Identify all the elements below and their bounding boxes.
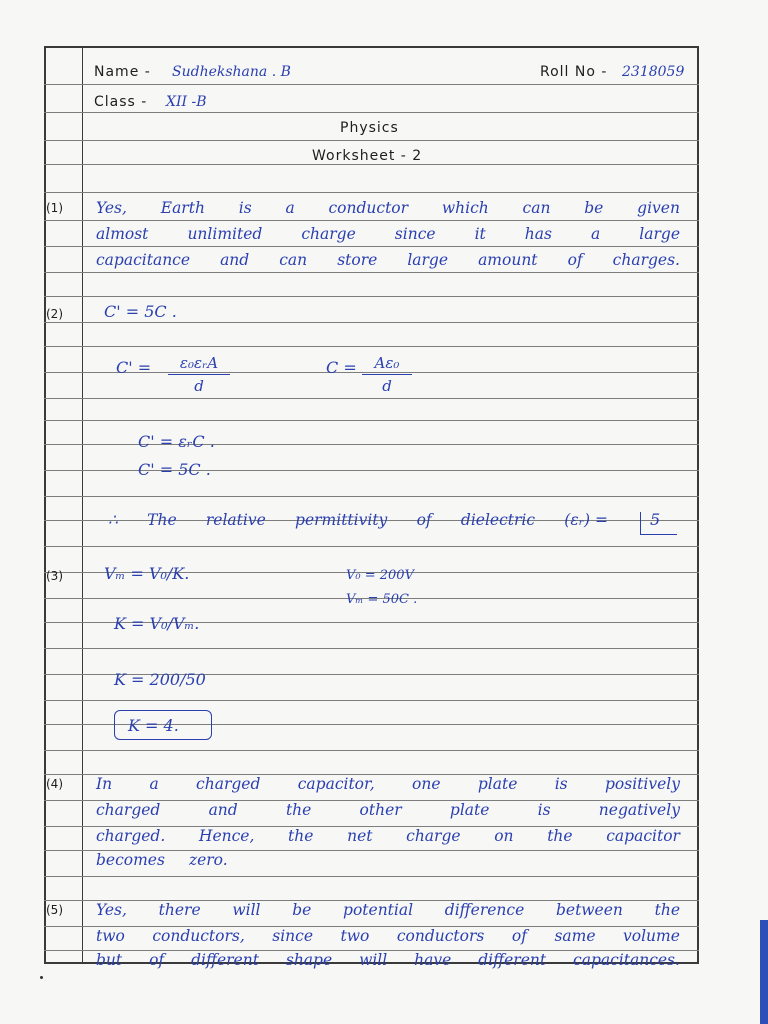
word: shape [285, 951, 333, 969]
q2-step1: C' = εᵣC . [138, 432, 215, 451]
word: since [272, 927, 314, 945]
word: is [238, 199, 252, 217]
roll-value: 2318059 [622, 64, 685, 80]
word: capacitor [606, 827, 680, 845]
ruled-line [44, 322, 699, 323]
ruled-line [44, 192, 699, 193]
word: but [96, 951, 123, 969]
word: becomes [96, 851, 165, 869]
word: different [478, 951, 547, 969]
question-number: (1) [46, 201, 63, 215]
word: Earth [160, 199, 205, 217]
text-line [96, 950, 680, 970]
word: and [220, 251, 250, 269]
ruled-line [44, 648, 699, 649]
text-line [96, 774, 680, 794]
word: difference [444, 901, 525, 919]
word: the [285, 801, 312, 819]
word: The [147, 511, 177, 529]
word: between [555, 901, 623, 919]
question-number: (2) [46, 307, 63, 321]
word: conductors, [152, 927, 245, 945]
word: same [554, 927, 596, 945]
q3-given-v0: V₀ = 200V [346, 568, 414, 583]
word: is [537, 801, 551, 819]
word: ∴ [108, 511, 118, 529]
worksheet-title: Worksheet - 2 [312, 148, 423, 164]
q3-formula: Vₘ = V₀/K. [104, 564, 190, 583]
question-number: (5) [46, 903, 63, 917]
word: charges. [612, 251, 680, 269]
word: be [292, 901, 312, 919]
word: zero. [188, 851, 228, 869]
q2-eq1-lhs: C' = [116, 358, 152, 377]
q2-eq2-lhs: C = [326, 358, 357, 377]
word: Hence, [198, 827, 255, 845]
word: negatively [598, 801, 680, 819]
ruled-line [44, 272, 699, 273]
ruled-line [44, 220, 699, 221]
class-value: XII -B [166, 94, 207, 110]
word: large [407, 251, 449, 269]
word: other [359, 801, 402, 819]
word: conductor [328, 199, 409, 217]
ruled-line [44, 296, 699, 297]
ruled-line [44, 496, 699, 497]
q2-step2: C' = 5C . [138, 460, 211, 479]
word: is [554, 775, 568, 793]
word: volume [623, 927, 680, 945]
question-number: (4) [46, 777, 63, 791]
class-label: Class - [94, 94, 148, 110]
word: of [567, 251, 583, 269]
ruled-line [44, 700, 699, 701]
word: unlimited [187, 225, 263, 243]
word: capacitances. [573, 951, 680, 969]
word: charge [406, 827, 461, 845]
word: of [511, 927, 527, 945]
word: given [637, 199, 680, 217]
question-number: (3) [46, 569, 63, 583]
name-label: Name - [94, 64, 151, 80]
ruled-line [44, 398, 699, 399]
q2-eq2-fraction [362, 354, 412, 395]
text-line [96, 900, 680, 920]
subject-heading: Physics [340, 120, 399, 136]
word: plate [477, 775, 518, 793]
word: a [285, 199, 295, 217]
name-value: Sudhekshana . B [172, 64, 291, 80]
word: different [191, 951, 259, 969]
word: amount [478, 251, 538, 269]
q3-answer: K = 4. [128, 716, 179, 735]
ruled-line [44, 346, 699, 347]
word: a [149, 775, 159, 793]
q2-eq1-numerator: ε₀εᵣA [179, 354, 219, 372]
word: which [441, 199, 489, 217]
word: capacitor, [297, 775, 375, 793]
ruled-line [44, 84, 699, 85]
word: conductors [396, 927, 485, 945]
word: Yes, [96, 901, 127, 919]
word: two [340, 927, 370, 945]
text-line [96, 826, 680, 846]
text-line [96, 250, 680, 270]
word: will [232, 901, 261, 919]
word: large [639, 225, 680, 243]
word: plate [449, 801, 490, 819]
ruled-line [44, 750, 699, 751]
word: capacitance [96, 251, 191, 269]
word: potential [343, 901, 414, 919]
word: of [416, 511, 432, 529]
ruled-line [44, 420, 699, 421]
q2-eq2-denominator: d [382, 377, 392, 395]
ruled-line [44, 112, 699, 113]
word: since [394, 225, 436, 243]
word: it [474, 225, 486, 243]
text-line [96, 850, 680, 870]
word: the [288, 827, 314, 845]
text-line [96, 926, 680, 946]
word: there [158, 901, 201, 919]
word: one [412, 775, 441, 793]
ruled-line [44, 140, 699, 141]
roll-label: Roll No - [540, 64, 608, 80]
q3-step2: K = 200/50 [114, 670, 206, 689]
word: on [494, 827, 514, 845]
word: relative [205, 511, 266, 529]
q2-answer: 5 [650, 510, 661, 529]
ruled-line [44, 546, 699, 547]
q2-eq1-denominator: d [194, 377, 204, 395]
q2-eq1-fraction [168, 354, 230, 395]
word: almost [96, 225, 149, 243]
ruled-line [44, 246, 699, 247]
word: In [96, 775, 113, 793]
page-edge-shadow [760, 920, 768, 1024]
word: dielectric [460, 511, 536, 529]
fraction-bar [168, 374, 230, 375]
q3-step1: K = V₀/Vₘ. [114, 614, 200, 633]
fraction-bar [362, 374, 412, 375]
word: the [547, 827, 573, 845]
q3-given-vm: Vₘ = 50C . [346, 592, 418, 607]
q2-eq2-numerator: Aε₀ [374, 354, 400, 372]
word: Yes, [96, 199, 127, 217]
word: a [591, 225, 601, 243]
q2-conclusion [108, 510, 608, 530]
word: and [208, 801, 238, 819]
word: of [149, 951, 165, 969]
ruled-line [44, 876, 699, 877]
word: store [337, 251, 378, 269]
word: (εᵣ) = [564, 511, 608, 529]
word: net [347, 827, 373, 845]
text-line [96, 224, 680, 244]
word: two [96, 927, 125, 945]
word: have [414, 951, 452, 969]
word: charged [96, 801, 161, 819]
word: will [359, 951, 388, 969]
word: positively [604, 775, 680, 793]
answer-box [640, 512, 677, 535]
word: be [584, 199, 604, 217]
word: charged [196, 775, 261, 793]
word: the [654, 901, 680, 919]
text-line [96, 800, 680, 820]
word: charge [301, 225, 356, 243]
word: can [279, 251, 308, 269]
word: has [524, 225, 552, 243]
word: permittivity [295, 511, 388, 529]
q2-given: C' = 5C . [104, 302, 177, 321]
text-line [96, 198, 680, 218]
stray-mark [40, 976, 43, 979]
word: charged. [96, 827, 166, 845]
word: can [522, 199, 551, 217]
